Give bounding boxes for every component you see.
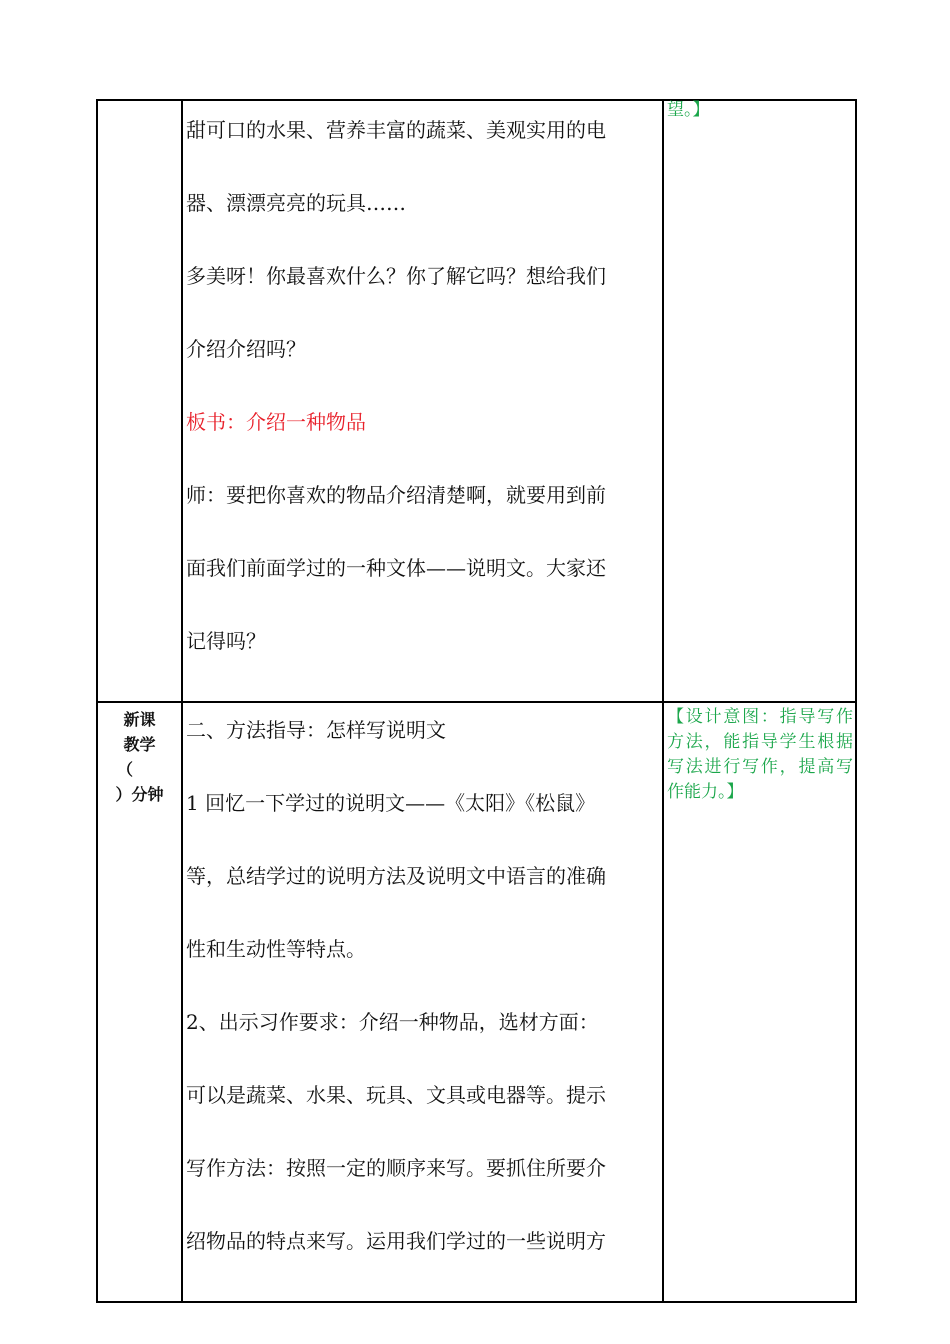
content-line: 记得吗？ [186,629,266,653]
stage-cell [97,100,182,702]
content-line: 写作方法：按照一定的顺序来写。要抓住所要介 [186,1156,606,1180]
content-line: 1 回忆一下学过的说明文——《太阳》《松鼠》 [186,791,596,815]
content-line: 多美呀！你最喜欢什么？你了解它吗？想给我们 [186,264,606,288]
content-line: 可以是蔬菜、水果、玩具、文具或电器等。提示 [186,1083,606,1107]
content-line: 绍物品的特点来写。运用我们学过的一些说明方 [186,1229,606,1253]
design-intent-note: 望。】 [667,100,710,120]
content-line: 2、出示习作要求：介绍一种物品，选材方面： [186,1010,599,1034]
stage-cell [97,702,182,1302]
stage-label [98,703,181,807]
content-cell [182,100,663,702]
stage-label-line: ）分钟 [115,785,164,804]
table-row [97,100,856,702]
content-line: 介绍介绍吗？ [186,337,306,361]
content-line: 性和生动性等特点。 [186,937,366,961]
blackboard-heading: 板书：介绍一种物品 [186,410,366,434]
design-intent-cell [663,702,856,1302]
stage-label-line: 教学 [123,735,156,754]
content-line: 面我们前面学过的一种文体——说明文。大家还 [186,556,606,580]
lesson-plan-table [96,99,857,1303]
design-intent-cell [663,100,856,702]
stage-label-line: （ [117,760,134,779]
content-line: 等，总结学过的说明方法及说明文中语言的准确 [186,864,606,888]
content-cell [182,702,663,1302]
content-line: 器、漂漂亮亮的玩具…… [186,191,406,215]
content-line: 师：要把你喜欢的物品介绍清楚啊，就要用到前 [186,483,606,507]
section-heading: 二、方法指导：怎样写说明文 [186,718,446,742]
design-intent-note: 【设计意图：指导写作方法，能指导学生根据写法进行写作，提高写作能力。】 [667,707,853,802]
stage-label-line: 新课 [123,710,156,729]
table-row [97,702,856,1302]
content-line: 甜可口的水果、营养丰富的蔬菜、美观实用的电 [186,118,606,142]
